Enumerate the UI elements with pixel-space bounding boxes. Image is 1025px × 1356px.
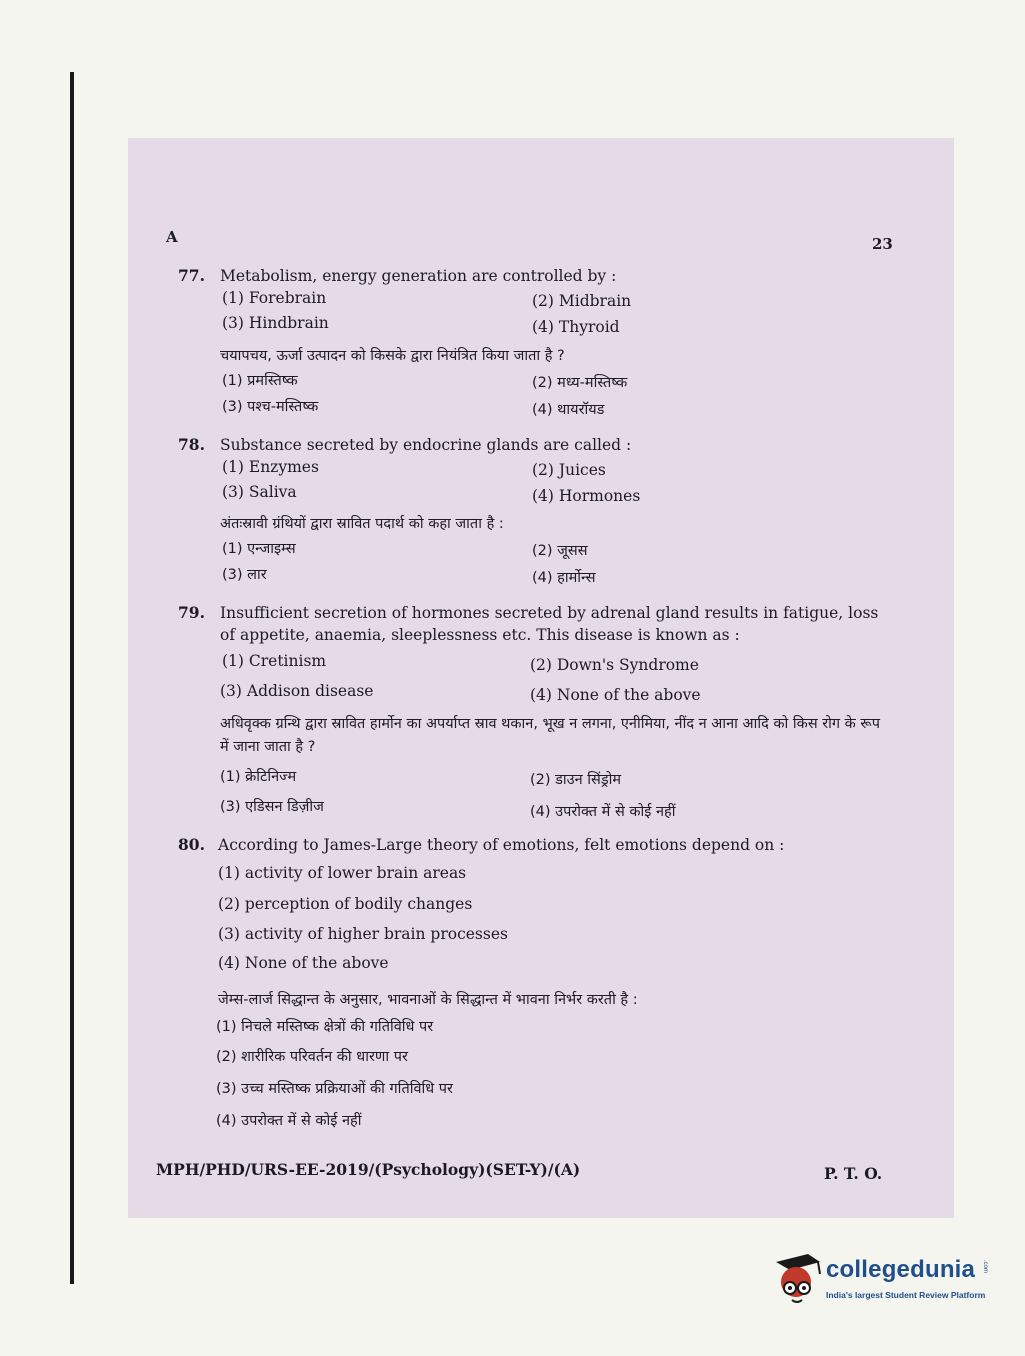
option-hi-2: (2) डाउन सिंड्रोम	[530, 772, 622, 788]
series-letter: A	[166, 228, 178, 246]
option-en-3: (3) activity of higher brain processes	[218, 925, 508, 943]
graduate-mascot-icon	[768, 1248, 824, 1312]
scan-edge-line	[70, 72, 74, 1284]
question-stem-en: According to James-Large theory of emotions, felt emotions depend on :	[218, 836, 785, 854]
option-hi-4: (4) हार्मोन्स	[532, 570, 596, 586]
option-hi-4: (4) थायरॉयड	[532, 402, 605, 418]
question-stem-hi: अधिवृक्क ग्रन्थि द्वारा स्रावित हार्मोन का अपर्याप्त स्राव थकान, भूख न लगना, एनीमिया, नींद न आना आदि को किस रोग के रूप में जाना जाता है ?	[220, 716, 880, 755]
option-en-2: (2) perception of bodily changes	[218, 895, 473, 913]
option-hi-1: (1) एन्जाइम्स	[222, 541, 296, 557]
option-en-3: (3) Hindbrain	[222, 314, 329, 332]
option-en-2: (2) Midbrain	[532, 292, 632, 310]
question-stem-hi: अंतःस्रावी ग्रंथियों द्वारा स्रावित पदार्थ को कहा जाता है :	[220, 516, 504, 532]
option-en-3: (3) Addison disease	[220, 682, 374, 700]
footer-paper-code: MPH/PHD/URS-EE-2019/(Psychology)(SET-Y)/(A)	[156, 1160, 581, 1179]
option-hi-4: (4) उपरोक्त में से कोई नहीं	[216, 1113, 362, 1129]
question-stem-hi: चयापचय, ऊर्जा उत्पादन को किसके द्वारा नियंत्रित किया जाता है ?	[220, 348, 565, 364]
option-en-1: (1) Enzymes	[222, 458, 319, 476]
option-hi-1: (1) क्रेटिनिज्म	[220, 769, 297, 785]
question-number: 77.	[178, 266, 205, 285]
option-hi-2: (2) मध्य-मस्तिष्क	[532, 375, 628, 391]
logo-wordmark: collegedunia	[826, 1256, 976, 1283]
option-en-1: (1) Cretinism	[222, 652, 327, 670]
option-en-4: (4) Hormones	[532, 487, 641, 505]
option-en-4: (4) None of the above	[218, 954, 389, 972]
option-hi-2: (2) जूसस	[532, 543, 588, 559]
option-hi-3: (3) उच्च मस्तिष्क प्रक्रियाओं की गतिविधि पर	[216, 1081, 453, 1097]
question-number: 80.	[178, 835, 205, 854]
question-stem-en: Substance secreted by endocrine glands are called :	[220, 436, 632, 454]
option-hi-1: (1) प्रमस्तिष्क	[222, 373, 298, 389]
option-en-3: (3) Saliva	[222, 483, 297, 501]
question-stem-en: Insufficient secretion of hormones secreted by adrenal gland results in fatigue, loss of appetite, anaemia, sleeplessness etc. This disease is known as :	[220, 604, 879, 644]
option-hi-3: (3) पश्च-मस्तिष्क	[222, 399, 319, 415]
option-en-1: (1) Forebrain	[222, 289, 327, 307]
option-en-2: (2) Juices	[532, 461, 606, 479]
option-hi-3: (3) लार	[222, 567, 267, 583]
option-en-4: (4) Thyroid	[532, 318, 620, 336]
footer-pto: P. T. O.	[824, 1164, 883, 1183]
question-stem-en: Metabolism, energy generation are controlled by :	[220, 267, 617, 285]
option-hi-3: (3) एडिसन डिज़ीज	[220, 799, 324, 815]
collegedunia-logo[interactable]	[768, 1248, 996, 1312]
option-hi-2: (2) शारीरिक परिवर्तन की धारणा पर	[216, 1049, 408, 1065]
option-en-2: (2) Down's Syndrome	[530, 656, 699, 674]
logo-tagline: India's largest Student Review Platform	[826, 1290, 986, 1300]
question-number: 79.	[178, 603, 205, 622]
option-hi-1: (1) निचले मस्तिष्क क्षेत्रों की गतिविधि पर	[216, 1019, 434, 1035]
question-stem-hi: जेम्स-लार्ज सिद्धान्त के अनुसार, भावनाओं के सिद्धान्त में भावना निर्भर करती है :	[218, 992, 638, 1008]
page-number: 23	[872, 235, 893, 253]
option-en-1: (1) activity of lower brain areas	[218, 864, 467, 882]
option-en-4: (4) None of the above	[530, 686, 701, 704]
question-number: 78.	[178, 435, 205, 454]
option-hi-4: (4) उपरोक्त में से कोई नहीं	[530, 804, 676, 820]
logo-domain-suffix: .com	[982, 1260, 988, 1274]
